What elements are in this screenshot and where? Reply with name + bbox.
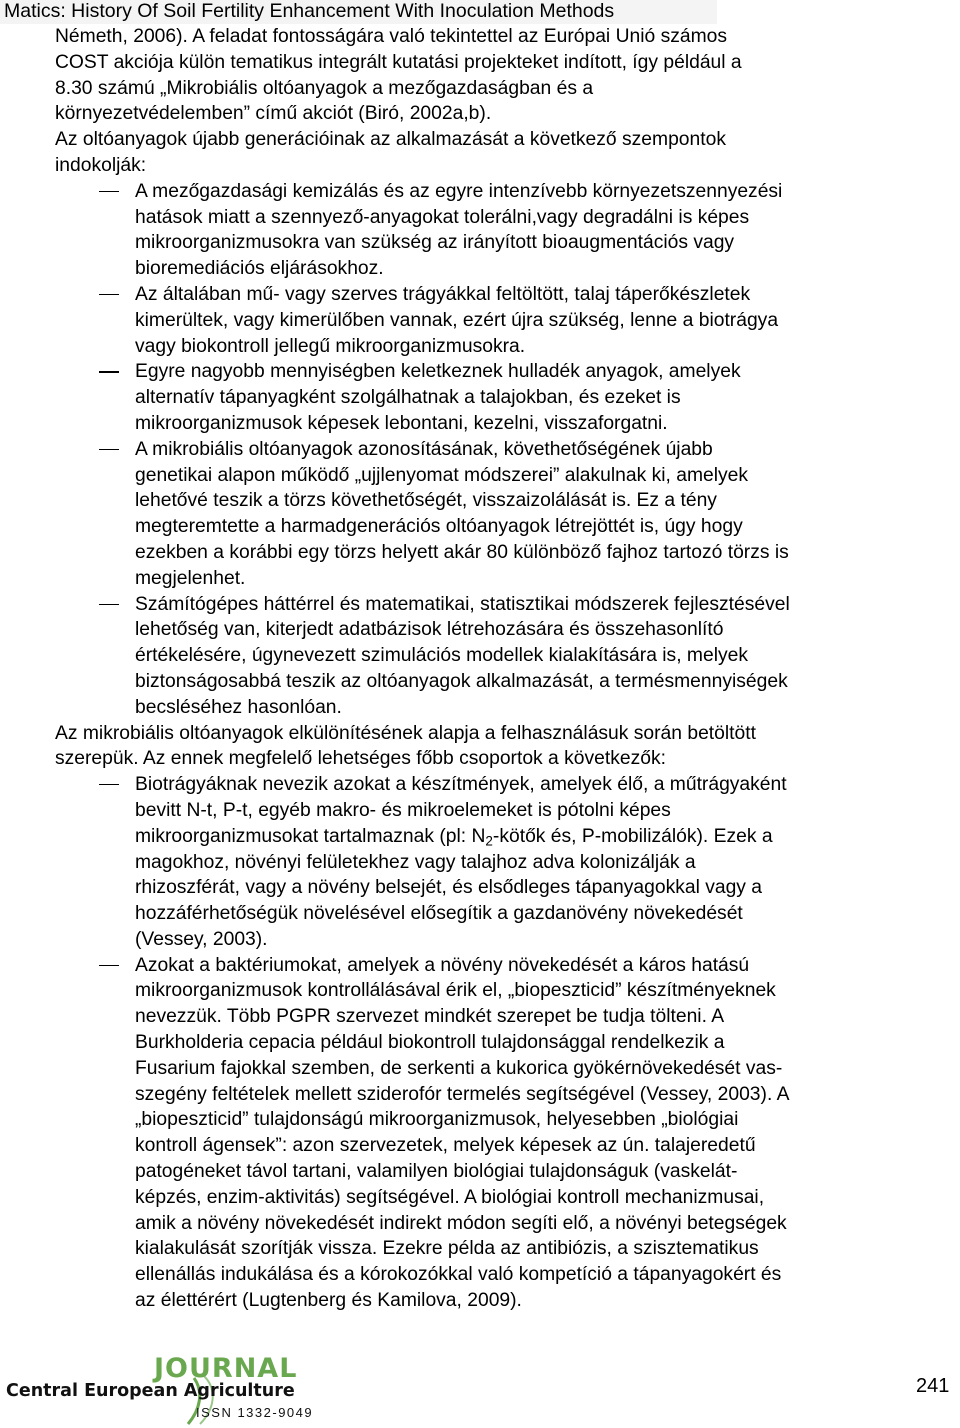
dash-bullet-icon (99, 449, 119, 450)
logo-issn: ISSN 1332-9049 (196, 1405, 314, 1420)
list-item: A mezőgazdasági kemizálás és az egyre intenzívebb környezetszennyezési hatások miatt a szennyező-anyagokat tolerálni,vagy degradálni is képes mikroorganizmusokra van szükség az irányított bioaugmentációs vagy bioremediációs eljárásokhoz. (55, 179, 915, 282)
list-item: Biotrágyáknak nevezik azokat a készítmények, amelyek élő, a műtrágyaként bevitt N-t, P-t, egyéb makro- és mikroelemeket is pótolni képes mikroorganizmusokat tartalmaznak (pl: $N_2$-kötők és, P-mobilizálók). Ezek a magokhoz, növényi felületekhez vagy talajhoz adva kolonizálják a rhizoszférát, vagy a növény belsejét, és elsődleges tápanyagokkal vagy a hozzáférhetőségük növelésével elősegítik a gazdanövény növekedését (Vessey, 2003). (55, 772, 915, 953)
text-line: indokolják: (55, 154, 147, 176)
dash-bullet-icon (99, 371, 119, 372)
text-line: szerepük. Az ennek megfelelő lehetséges főbb csoportok a következők: (55, 748, 666, 770)
groups-paragraph (55, 721, 915, 773)
dash-bullet-icon (99, 965, 119, 966)
body-text (55, 24, 915, 1314)
text-line: 8.30 számú „Mikrobiális oltóanyagok a mezőgazdaságban és a (55, 77, 594, 99)
list-item: Egyre nagyobb mennyiségben keletkeznek hulladék anyagok, amelyek alternatív tápanyagként szolgálhatnak a talajokban, és ezeket is mikroorganizmusok képesek lebontani, kezelni, visszaforgatni. (55, 359, 915, 436)
logo-journal-text: JOURNAL (154, 1353, 298, 1384)
list-item: Számítógépes háttérrel és matematikai, statisztikai módszerek fejlesztésével lehetőség van, kiterjedt adatbázisok létrehozására és összehasonlító értékelésére, úgynevezett szimulációs modellek kialakítására is, melyek biztonságosabbá teszik az oltóanyagok alkalmazását, a termésmennyiségek becsléséhez hasonlóan. (55, 592, 915, 721)
text-line: Németh, 2006). A feladat fontosságára való tekintettel az Európai Unió számos (55, 26, 728, 47)
dash-bullet-icon (99, 604, 119, 605)
header-bar (0, 0, 717, 24)
intro-paragraph (55, 24, 915, 179)
list-item: Azokat a baktériumokat, amelyek a növény növekedését a káros hatású mikroorganizmusok kontrollálásával érik el, „biopeszticid” készítményeknek nevezzük. Több PGPR szervezet mindkét szerepet be tudja tölteni. A Burkholderia cepacia például biokontroll tulajdonsággal rendelkezik a Fusarium fajokkal szemben, de serkenti a kukorica gyökérnövekedését vas- szegény feltételek mellett sziderofór termelés segítségével (Vessey, 2003). A „biopeszticid” tulajdonságú mikroorganizmusok, helyesebben „biológiai kontroll ágensek”: azon szervezetek, melyek képesek az ún. talajeredetű patogéneket távol tartani, valamilyen biológiai tulajdonságuk (vaskelát- képzés, enzim-aktivitás) segítségével. A biológiai kontroll mechanizmusai, amik a növény növekedését indirekt módon segíti elő, a növényi betegségek kialakulását szorítják vissza. Ezekre példa az antibiózis, a szisztematikus ellenállás indukálása és a kórokozókkal való kompetíció a tápanyagokért és az élettérért (Lugtenberg és Kamilova, 2009). (55, 953, 915, 1314)
reasons-list (55, 179, 915, 721)
text-line: Az mikrobiális oltóanyagok elkülönítésének alapja a felhasználásuk során betöltött (55, 722, 756, 744)
text-line: COST akciója külön tematikus integrált kutatási projekteket indított, így például a (55, 51, 742, 73)
dash-bullet-icon (99, 191, 119, 192)
text-line: Az oltóanyagok újabb generációinak az alkalmazását a következő szempontok (55, 129, 726, 151)
list-item: A mikrobiális oltóanyagok azonosításának, követhetőségének újabb genetikai alapon működő „ujjlenyomat módszerei” alakulnak ki, amelyek lehetővé teszik a törzs követhetőségét, visszaizolálását is. Ez a tény megteremtette a harmadgenerációs oltóanyagok létrejöttét is, úgy hogy ezekben a korábbi egy törzs helyett akár 80 különböző fajhoz tartozó törzs is megjelenhet. (55, 437, 915, 592)
logo-journal-name: Central European Agriculture (6, 1381, 295, 1401)
journal-logo (4, 1352, 340, 1426)
document-title: Matics: History Of Soil Fertility Enhancement With Inoculation Methods (4, 0, 615, 22)
page-number: 241 (916, 1375, 950, 1397)
dash-bullet-icon (99, 784, 119, 785)
groups-list (55, 772, 915, 1314)
list-item: Az általában mű- vagy szerves trágyákkal feltöltött, talaj táperőkészletek kimerültek, vagy kimerülőben vannak, ezért újra szükség, lenne a biotrágya vagy biokontroll jellegű mikroorganizmusokra. (55, 282, 915, 359)
text-line: környezetvédelemben” című akciót (Biró, 2002a,b). (55, 103, 492, 125)
dash-bullet-icon (99, 294, 119, 295)
